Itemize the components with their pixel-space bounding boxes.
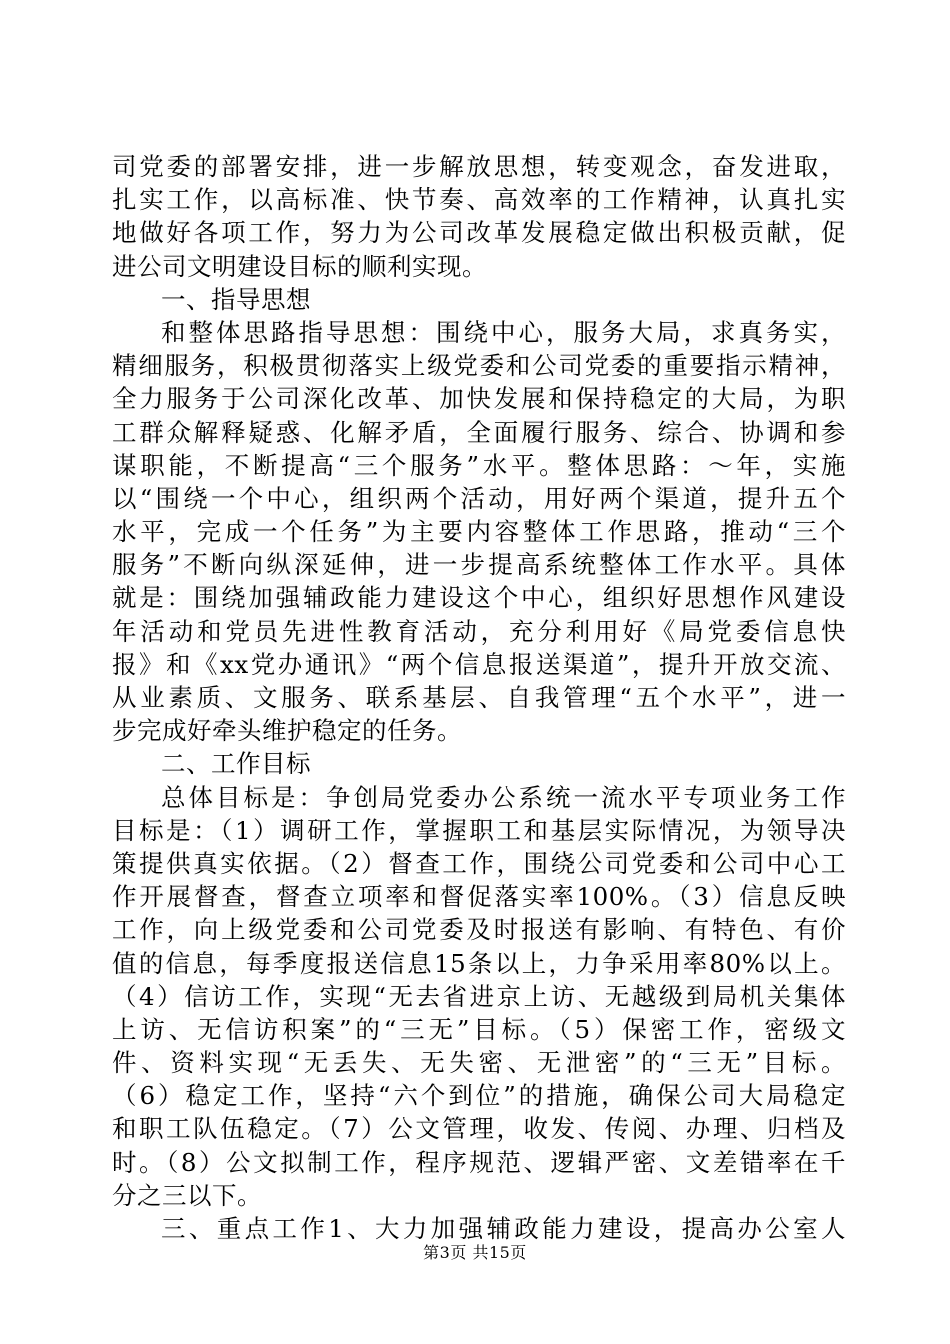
text-line: 精细服务，积极贯彻落实上级党委和公司党委的重要指示精神，: [112, 351, 846, 381]
text-line: 上访、无信访积案”的“三无”目标。（5）保密工作，密级文: [112, 1014, 846, 1044]
section-heading-1: 一、指导思想: [161, 284, 311, 314]
text-line: 从业素质、文服务、联系基层、自我管理“五个水平”，进一: [112, 683, 846, 712]
text-line: 作开展督查，督查立项率和督促落实率100%。（3）信息反映: [112, 882, 846, 912]
text-line: 进公司文明建设目标的顺利实现。: [112, 251, 487, 281]
text-line: 工作，向上级党委和公司党委及时报送有影响、有特色、有价: [112, 915, 846, 945]
text-line: 扎实工作，以高标准、快节奏、高效率的工作精神，认真扎实: [112, 185, 846, 215]
text-line: 和整体思路指导思想：围绕中心，服务大局，求真务实，: [161, 317, 846, 347]
text-line: 以“围绕一个中心，组织两个活动，用好两个渠道，提升五个: [112, 483, 846, 513]
text-line: 总体目标是：争创局党委办公系统一流水平专项业务工作: [161, 782, 846, 812]
text-line: （4）信访工作，实现“无去省进京上访、无越级到局机关集体: [112, 981, 846, 1011]
text-line: 目标是：（1）调研工作，掌握职工和基层实际情况，为领导决: [112, 815, 846, 845]
text-line: 水平，完成一个任务”为主要内容整体工作思路，推动“三个: [112, 517, 846, 547]
section-heading-2: 二、工作目标: [161, 749, 311, 779]
section-heading-3: 三、重点工作1、大力加强辅政能力建设，提高办公室人: [161, 1214, 846, 1243]
text-line: 和职工队伍稳定。（7）公文管理，收发、传阅、办理、归档及: [112, 1114, 846, 1144]
text-line: 司党委的部署安排，进一步解放思想，转变观念，奋发进取，: [112, 152, 846, 181]
page-footer: 第3页 共15页: [423, 1243, 527, 1262]
text-line: 件、资料实现“无丢失、无失密、无泄密”的“三无”目标。: [112, 1048, 846, 1078]
text-line: 工群众解释疑惑、化解矛盾，全面履行服务、综合、协调和参: [112, 417, 846, 447]
text-line: 步完成好牵头维护稳定的任务。: [112, 716, 462, 746]
text-line: 全力服务于公司深化改革、加快发展和保持稳定的大局，为职: [112, 384, 846, 414]
text-line: 就是：围绕加强辅政能力建设这个中心，组织好思想作风建设: [112, 583, 846, 613]
text-line: 报》和《xx党办通讯》“两个信息报送渠道”，提升开放交流、: [112, 649, 846, 679]
text-line: 值的信息，每季度报送信息15条以上，力争采用率80%以上。: [112, 948, 846, 978]
text-line: 策提供真实依据。（2）督查工作，围绕公司党委和公司中心工: [112, 848, 846, 878]
text-line: 服务”不断向纵深延伸，进一步提高系统整体工作水平。具体: [112, 550, 846, 580]
text-line: 分之三以下。: [112, 1180, 262, 1210]
text-line: 时。（8）公文拟制工作，程序规范、逻辑严密、文差错率在千: [112, 1147, 846, 1177]
text-line: （6）稳定工作，坚持“六个到位”的措施，确保公司大局稳定: [112, 1081, 846, 1111]
text-line: 地做好各项工作，努力为公司改革发展稳定做出积极贡献，促: [112, 218, 846, 248]
text-line: 年活动和党员先进性教育活动，充分利用好《局党委信息快: [112, 616, 846, 646]
text-line: 谋职能，不断提高“三个服务”水平。整体思路：～年，实施: [112, 450, 846, 480]
document-body: [112, 150, 846, 1245]
